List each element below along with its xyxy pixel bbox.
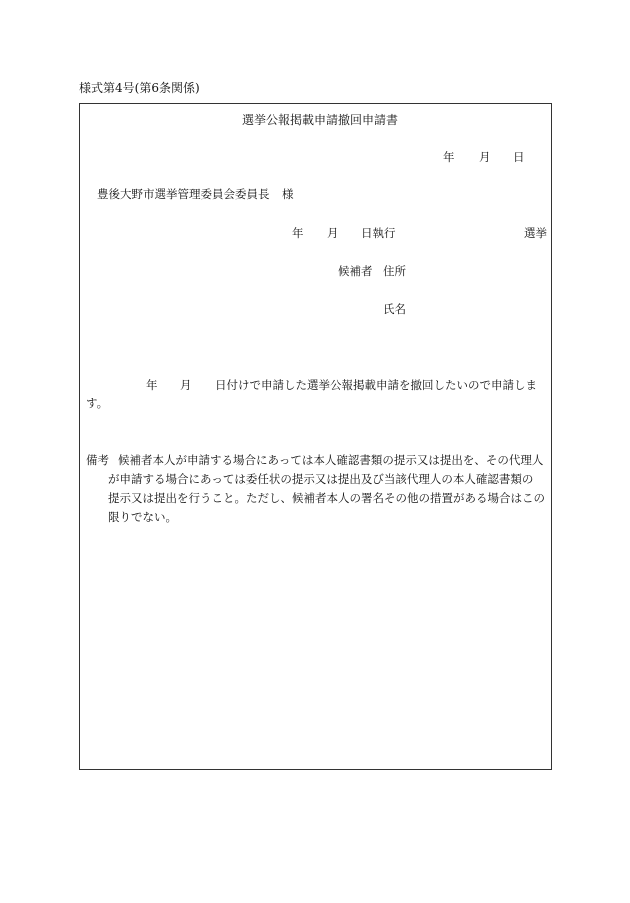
body-text-line: す。 [86,396,109,410]
name-label: 氏名 [383,302,406,316]
addressee-honorific: 様 [282,187,294,201]
election-label: 選挙 [524,226,547,240]
note-text-line: 提示又は提出を行うこと。ただし、候補者本人の署名その他の措置がある場合はこの [108,491,545,505]
body-month-label: 月 [180,378,192,392]
form-frame [79,103,552,770]
date-day-label: 日 [513,150,525,164]
date-month-label: 月 [479,150,491,164]
note-text-line: 候補者本人が申請する場合にあっては本人確認書類の提示又は提出を、その代理人 [118,453,544,467]
candidate-label: 候補者 [338,264,373,278]
address-label: 住所 [383,264,406,278]
date-year-label: 年 [443,150,455,164]
body-text-line: 日付けで申請した選挙公報掲載申請を撤回したいので申請しま [215,378,537,392]
note-text-line: が申請する場合にあっては委任状の提示又は提出及び当該代理人の本人確認書類の [108,472,534,486]
note-label: 備考 [86,453,109,467]
document-title: 選挙公報掲載申請撤回申請書 [242,113,399,127]
execution-day-label: 日執行 [361,226,396,240]
note-text-line: 限りでない。 [108,510,177,524]
body-year-label: 年 [146,378,158,392]
execution-month-label: 月 [327,226,339,240]
execution-year-label: 年 [292,226,304,240]
addressee: 豊後大野市選挙管理委員会委員長 [97,187,270,201]
form-number-label: 様式第4号(第6条関係) [79,81,200,95]
